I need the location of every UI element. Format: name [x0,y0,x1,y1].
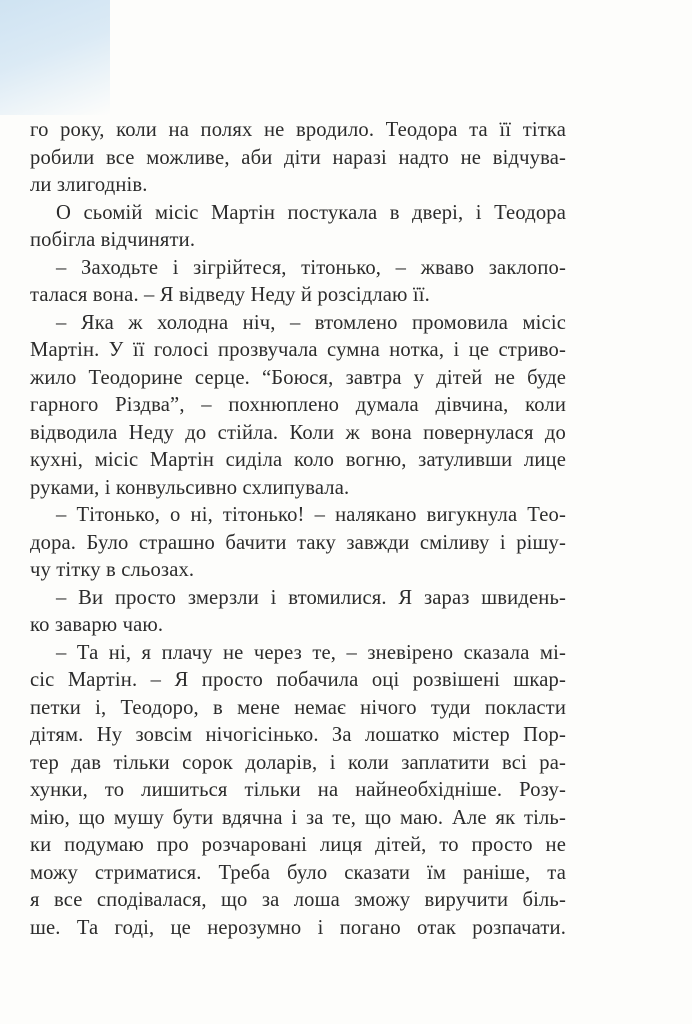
text-line: дітям. Ну зовсім нічогісінько. За лошатко містер Пор- [30,724,566,746]
page-body-text [30,117,566,942]
text-line: ли злигоднів. [30,174,148,196]
text-line: сіс Мартін. – Я просто побачила оці розвішені шкар- [30,669,566,691]
text-line: дора. Було страшно бачити таку завжди сміливу і рішу- [30,531,566,554]
text-line: Мартін. У її голосі прозвучала сумна нотка, і це стриво- [30,339,566,361]
text-line: тер дав тільки сорок доларів, і коли заплатити всі ра- [30,751,566,774]
text-line: жило Теодорине серце. “Боюся, завтра у дітей не буде [30,366,566,389]
text-line: го року, коли на полях не вродило. Теодора та її тітка [30,119,566,141]
text-line: – Яка ж холодна ніч, – втомлено промовила місіс [56,311,566,334]
text-line: – Тітонько, о ні, тітонько! – налякано вигукнула Тео- [56,504,566,526]
text-line: руками, і конвульсивно схлипувала. [30,476,350,499]
scan-edge-tint [0,0,110,115]
text-line: чу тітку в сльозах. [30,559,195,581]
text-line: гарного Різдва”, – похнюплено думала дівчина, коли [30,394,566,416]
text-line: талася вона. – Я відведу Неду й розсідлаю її. [30,284,430,306]
text-line: мію, що мушу бути вдячна і за те, що маю. Але як тіль- [30,806,566,829]
text-line: робили все можливе, аби діти наразі надто не відчува- [30,146,566,169]
text-line: відводила Неду до стійла. Коли ж вона повернулася до [30,421,566,444]
text-line: ки подумаю про розчаровані лиця дітей, то просто не [30,834,566,856]
text-line: хунки, то лишиться тільки на найнеобхідніше. Розу- [30,779,566,801]
text-line: побігла відчиняти. [30,229,196,251]
text-line: О сьомій місіс Мартін постукала в двері, і Теодора [56,201,566,224]
text-line: я все сподівалася, що за лоша зможу виручити біль- [30,889,566,911]
text-line: ше. Та годі, це нерозумно і погано отак розпачати. [30,916,566,939]
text-line: ко заварю чаю. [30,614,164,636]
text-line: – Заходьте і зігрійтеся, тітонько, – жваво заклопо- [56,256,566,279]
text-line: можу стриматися. Треба було сказати їм раніше, та [30,861,566,884]
text-line: петки і, Теодоро, в мене немає нічого туди покласти [30,696,566,719]
text-line: – Та ні, я плачу не через те, – зневірено сказала мі- [56,641,566,664]
text-line: кухні, місіс Мартін сиділа коло вогню, затуливши лице [30,449,566,471]
text-line: – Ви просто змерзли і втомилися. Я зараз швидень- [56,586,566,609]
